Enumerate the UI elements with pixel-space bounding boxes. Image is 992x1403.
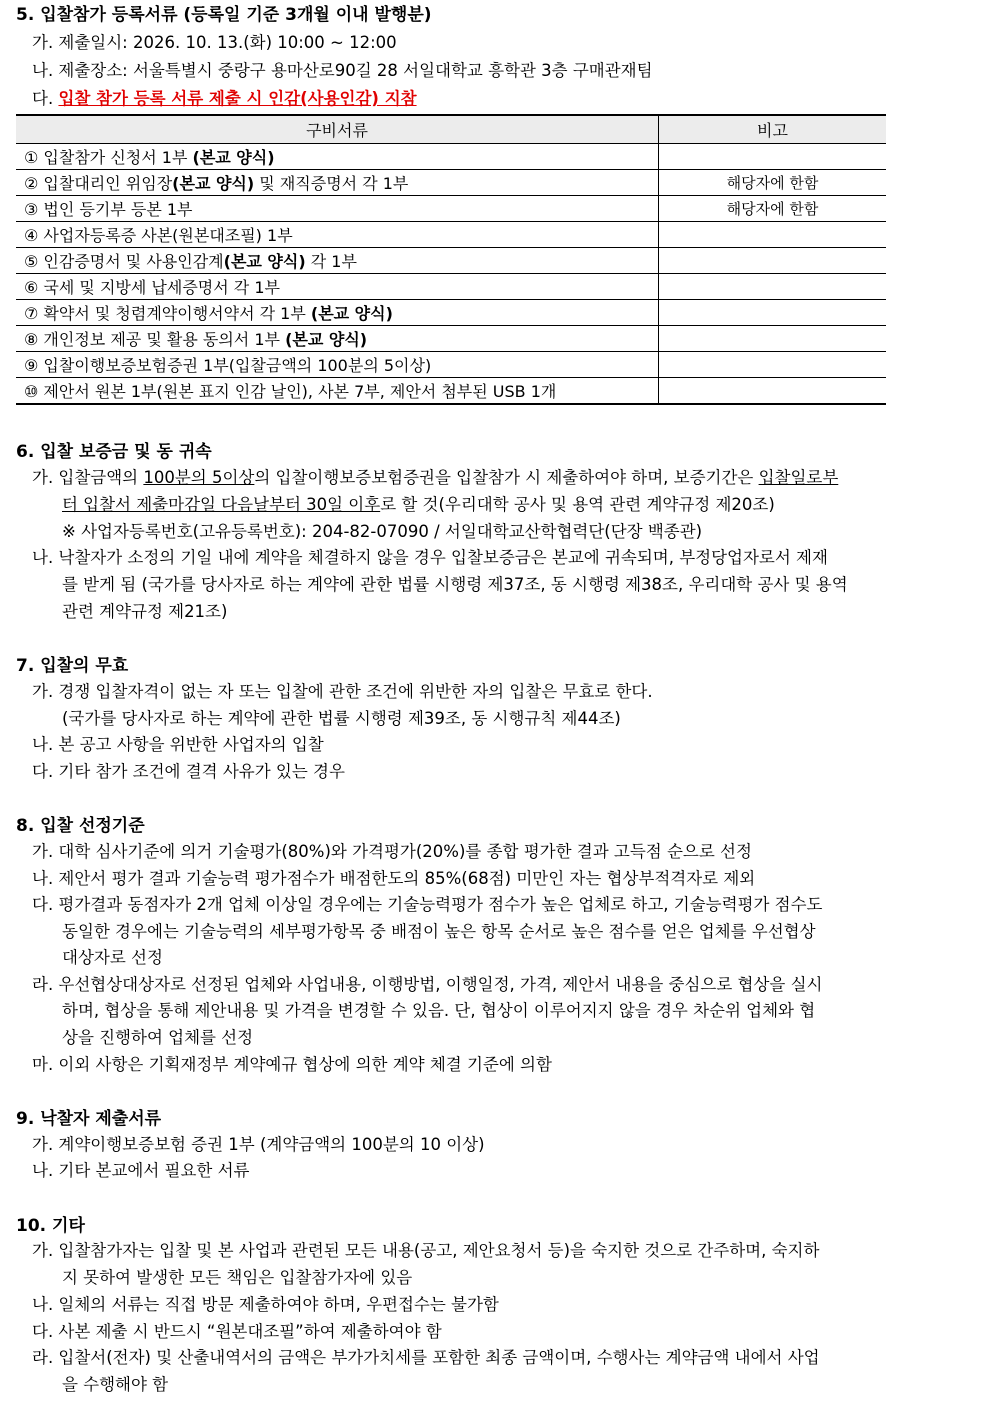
doc-text: ③ 법인 등기부 등본 1부: [24, 200, 193, 219]
doc-note: [659, 378, 887, 405]
s7-item-a-line2: (국가를 당사자로 하는 계약에 관한 법률 시행령 제39조, 동 시행규칙 제44조): [62, 709, 621, 728]
doc-text: 각 1부: [305, 252, 357, 271]
s6-item-b-line2: 를 받게 됨 (국가를 당사자로 하는 계약에 관한 법률 시행령 제37조, 동 시행령 제38조, 우리대학 공사 및 용역: [62, 575, 848, 594]
doc-note: [659, 248, 887, 274]
s10-item-a-line2: 지 못하여 발생한 모든 책임은 입찰참가자에 있음: [62, 1268, 413, 1287]
doc-text: ④ 사업자등록증 사본(원본대조필) 1부: [24, 226, 293, 245]
doc-text: 및 재직증명서 각 1부: [254, 174, 409, 193]
s6-a-text: 가. 입찰금액의: [32, 468, 144, 487]
s6-a-underline: 입찰일로부: [758, 468, 839, 487]
doc-note: 해당자에 한함: [659, 170, 887, 196]
doc-bold: (본교 양식): [172, 174, 255, 193]
s7-item-c: 다. 기타 참가 조건에 결격 사유가 있는 경우: [32, 762, 345, 781]
doc-text: ⑩ 제안서 원본 1부(원본 표지 인감 날인), 사본 7부, 제안서 첨부된 USB 1개: [24, 382, 557, 401]
doc-note: [659, 144, 887, 170]
s8-item-c-line3: 대상자로 선정: [62, 948, 163, 967]
doc-bold: (본교 양식): [223, 252, 306, 271]
s5-item-c-warning: 입찰 참가 등록 서류 제출 시 인감(사용인감) 지참: [58, 89, 417, 108]
doc-bold: (본교 양식): [310, 304, 393, 323]
doc-text: ① 입찰참가 신청서 1부: [24, 148, 193, 167]
s10-item-b: 나. 일체의 서류는 직접 방문 제출하여야 하며, 우편접수는 불가함: [32, 1295, 499, 1314]
s6-registration-note: ※ 사업자등록번호(고유등록번호): 204-82-07090 / 서일대학교산학협력단(단장 백종관): [62, 522, 703, 541]
s6-item-a-line2: [62, 491, 775, 515]
table-row: [16, 274, 886, 300]
doc-text: ⑦ 확약서 및 청렴계약이행서약서 각 1부: [24, 304, 311, 323]
s6-a-underline: 터 입찰서 제출마감일 다음날부터 30일 이후: [62, 495, 381, 514]
section-6-title: 6. 입찰 보증금 및 동 귀속: [16, 442, 212, 462]
table-row: [16, 352, 886, 378]
s6-a-underline: 100분의 5이상: [143, 468, 255, 487]
section-8-title: 8. 입찰 선정기준: [16, 816, 145, 836]
s6-item-a-line1: [32, 464, 838, 488]
section-7-title: 7. 입찰의 무효: [16, 656, 129, 676]
s5-item-c-prefix: 다.: [32, 89, 59, 108]
doc-note: [659, 326, 887, 352]
table-row: [16, 144, 886, 170]
s6-item-b-line1: 나. 낙찰자가 소정의 기일 내에 계약을 체결하지 않을 경우 입찰보증금은 본교에 귀속되며, 부정당업자로서 제재: [32, 548, 828, 567]
s6-item-b-line3: 관련 계약규정 제21조): [62, 602, 228, 621]
s5-item-b: 나. 제출장소: 서울특별시 중랑구 용마산로90길 28 서일대학교 흥학관 3층 구매관재팀: [32, 61, 653, 80]
table-row: [16, 300, 886, 326]
s8-item-d-line1: 라. 우선협상대상자로 선정된 업체와 사업내용, 이행방법, 이행일정, 가격, 제안서 내용을 중심으로 협상을 실시: [32, 975, 823, 994]
s7-item-b: 나. 본 공고 사항을 위반한 사업자의 입찰: [32, 735, 324, 754]
col-header-documents: 구비서류: [16, 115, 659, 144]
s5-item-a: 가. 제출일시: 2026. 10. 13.(화) 10:00 ~ 12:00: [32, 33, 397, 52]
table-row: [16, 222, 886, 248]
s10-item-a-line1: 가. 입찰참가자는 입찰 및 본 사업과 관련된 모든 내용(공고, 제안요청서 등)을 숙지한 것으로 간주하며, 숙지하: [32, 1241, 820, 1260]
doc-text: ⑨ 입찰이행보증보험증권 1부(입찰금액의 100분의 5이상): [24, 356, 432, 375]
table-row: [16, 170, 886, 196]
doc-text: ② 입찰대리인 위임장: [24, 174, 173, 193]
doc-note: [659, 274, 887, 300]
col-header-note: 비고: [659, 115, 887, 144]
s9-item-b: 나. 기타 본교에서 필요한 서류: [32, 1161, 250, 1180]
doc-note: [659, 352, 887, 378]
table-row: [16, 248, 886, 274]
s5-item-c: [32, 85, 417, 109]
doc-text: ⑥ 국세 및 지방세 납세증명서 각 1부: [24, 278, 280, 297]
s10-item-c: 다. 사본 제출 시 반드시 “원본대조필”하여 제출하여야 함: [32, 1322, 442, 1341]
s10-item-d-line2: 을 수행해야 함: [62, 1375, 169, 1394]
section-10-title: 10. 기타: [16, 1216, 85, 1236]
section-5-title: 5. 입찰참가 등록서류 (등록일 기준 3개월 이내 발행분): [16, 5, 432, 25]
doc-text: ⑤ 인감증명서 및 사용인감계: [24, 252, 224, 271]
s8-item-a: 가. 대학 심사기준에 의거 기술평가(80%)와 가격평가(20%)를 종합 평가한 결과 고득점 순으로 선정: [32, 842, 752, 861]
table-row: [16, 196, 886, 222]
doc-note: [659, 222, 887, 248]
doc-note: 해당자에 한함: [659, 196, 887, 222]
s9-item-a: 가. 계약이행보증보험 증권 1부 (계약금액의 100분의 10 이상): [32, 1135, 485, 1154]
doc-text: ⑧ 개인정보 제공 및 활용 동의서 1부: [24, 330, 286, 349]
doc-bold: (본교 양식): [192, 148, 275, 167]
table-row: [16, 378, 886, 405]
s6-a-text: 의 입찰이행보증보험증권을 입찰참가 시 제출하여야 하며, 보증기간은: [254, 468, 759, 487]
s8-item-d-line2: 하며, 협상을 통해 제안내용 및 가격을 변경할 수 있음. 단, 협상이 이루어지지 않을 경우 차순위 업체와 협: [62, 1001, 816, 1020]
doc-note: [659, 300, 887, 326]
s8-item-c-line2: 동일한 경우에는 기술능력의 세부평가항목 중 배점이 높은 항목 순서로 높은 점수를 얻은 업체를 우선협상: [62, 922, 816, 941]
s6-a-text: 로 할 것(우리대학 공사 및 용역 관련 계약규정 제20조): [380, 495, 775, 514]
s7-item-a-line1: 가. 경쟁 입찰자격이 없는 자 또는 입찰에 관한 조건에 위반한 자의 입찰은 무효로 한다.: [32, 682, 653, 701]
s8-item-c-line1: 다. 평가결과 동점자가 2개 업체 이상일 경우에는 기술능력평가 점수가 높은 업체로 하고, 기술능력평가 점수도: [32, 895, 823, 914]
s8-item-d-line3: 상을 진행하여 업체를 선정: [62, 1028, 254, 1047]
s10-item-d-line1: 라. 입찰서(전자) 및 산출내역서의 금액은 부가가치세를 포함한 최종 금액이며, 수행사는 계약금액 내에서 사업: [32, 1348, 820, 1367]
doc-bold: (본교 양식): [285, 330, 368, 349]
section-9-title: 9. 낙찰자 제출서류: [16, 1109, 162, 1129]
s8-item-e: 마. 이외 사항은 기획재정부 계약예규 협상에 의한 계약 체결 기준에 의함: [32, 1055, 552, 1074]
required-documents-table: [16, 114, 886, 405]
table-row: [16, 326, 886, 352]
s8-item-b: 나. 제안서 평가 결과 기술능력 평가점수가 배점한도의 85%(68점) 미만인 자는 협상부적격자로 제외: [32, 869, 756, 888]
